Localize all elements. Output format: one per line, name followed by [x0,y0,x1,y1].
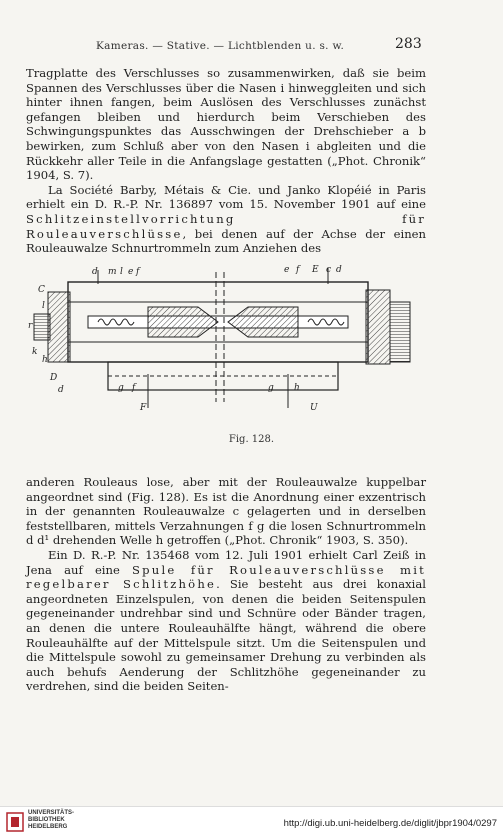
paragraph-2 [26,183,426,256]
fig-label: r [28,321,33,331]
fig-label: f [136,267,140,277]
permalink-url[interactable]: http://digi.ub.uni-heidelberg.de/diglit/jbpr1904/0297 [283,818,497,829]
paragraph-2-start: La Société Barby, Métais & Cie. und Janko Klopéié in Paris erhielt ein D. R.-P. Nr. 136897 vom 15. November 1901 auf eine [26,182,426,212]
patent-title-spaced: Schlitzeinstellvorrichtung für Rouleauverschlüsse [26,211,426,241]
patent-title-spaced: Spule für Rouleauverschlüsse mit regelbarer Schlitzhöhe [26,562,426,592]
fig-label: g [268,383,274,393]
fig-label: F [140,403,147,413]
page-number: 283 [395,36,422,52]
fig-label: e [284,265,290,275]
library-name: UNIVERSITÄTS- BIBLIOTHEK HEIDELBERG [28,810,75,830]
fig-label: d [92,267,98,277]
fig-label: d [336,265,342,275]
fig-label: E [312,265,319,275]
fig-label: f [132,383,136,393]
university-library-logo-icon [6,811,24,833]
digitization-footer [0,806,503,839]
fig-label: U [310,403,318,413]
fig-label: k [32,347,38,357]
paragraph-4 [26,548,426,694]
paragraph-3: anderen Rouleaus lose, aber mit der Rouleauwalze kuppelbar angeordnet sind (Fig. 128). Es ist die Anordnung einer exzentrisch in der genannten Rouleauwalze c gelagerten und in derselben feststellbaren, mittels Verzahnungen f g die losen Schnurtrommeln d d¹ drehenden Welle h getroffen („Phot. Chronik“ 1903, S. 350). [26,475,426,548]
figure-caption: Fig. 128. [228,434,275,445]
running-head: Kameras. — Stative. — Lichtblenden u. s. w. [96,40,345,52]
fig-label: h [294,383,300,393]
fig-label: h [42,355,48,365]
fig-label: c [326,265,332,275]
technical-drawing-fig-128 [28,262,418,414]
fig-label: d [58,385,64,395]
fig-label: f [296,265,300,275]
text-block-bottom [26,475,426,694]
fig-label: l [120,267,123,277]
paragraph-4-start: Ein D. R.-P. Nr. 135468 vom 12. Juli 1901 erhielt Carl Zeiß in Jena auf eine [26,547,426,577]
fig-label: m [108,267,117,277]
fig-label: e [128,267,134,277]
text-block-top [26,66,426,256]
paragraph-1: Tragplatte des Verschlusses so zusammenwirken, daß sie beim Spannen des Verschlusses über die Nasen i hinweggleiten und sich hinter ihnen fangen, beim Auslösen des Verschlusses zunächst gefangen bleiben und hierdurch beim Verschieben des Schwingungspunktes das Ausschwingen der Drehschieber a b bewirken, zum Schluß aber von den Nasen i abgleiten und die Rückkehr aller Teile in die Anfangslage gestatten („Phot. Chronik“ 1904, S. 7). [26,66,426,183]
fig-label: g [118,383,124,393]
paragraph-2-end: , bei denen auf der Achse der einen Rouleauwalze Schnurtrommeln zum Anziehen des [26,226,426,256]
fig-label: C [38,285,45,295]
fig-label: D [50,373,58,383]
paragraph-4-end: . Sie besteht aus drei konaxial angeordneten Einzelspulen, von denen die beiden Seitenspulen gegeneinander undrehbar sind und Schnüre oder Bänder tragen, an denen die untere Rouleauhälfte hängt, während die obere Rouleauhälfte auf der Mittelspule sitzt. Um die Seitenspulen und die Mittelspule sowohl zu gemeinsamer Drehung zu verbinden als auch behufs Aenderung der Schlitzhöhe gegeneinander zu verdrehen, sind die beiden Seiten- [26,577,426,694]
fig-label: l [42,301,45,311]
